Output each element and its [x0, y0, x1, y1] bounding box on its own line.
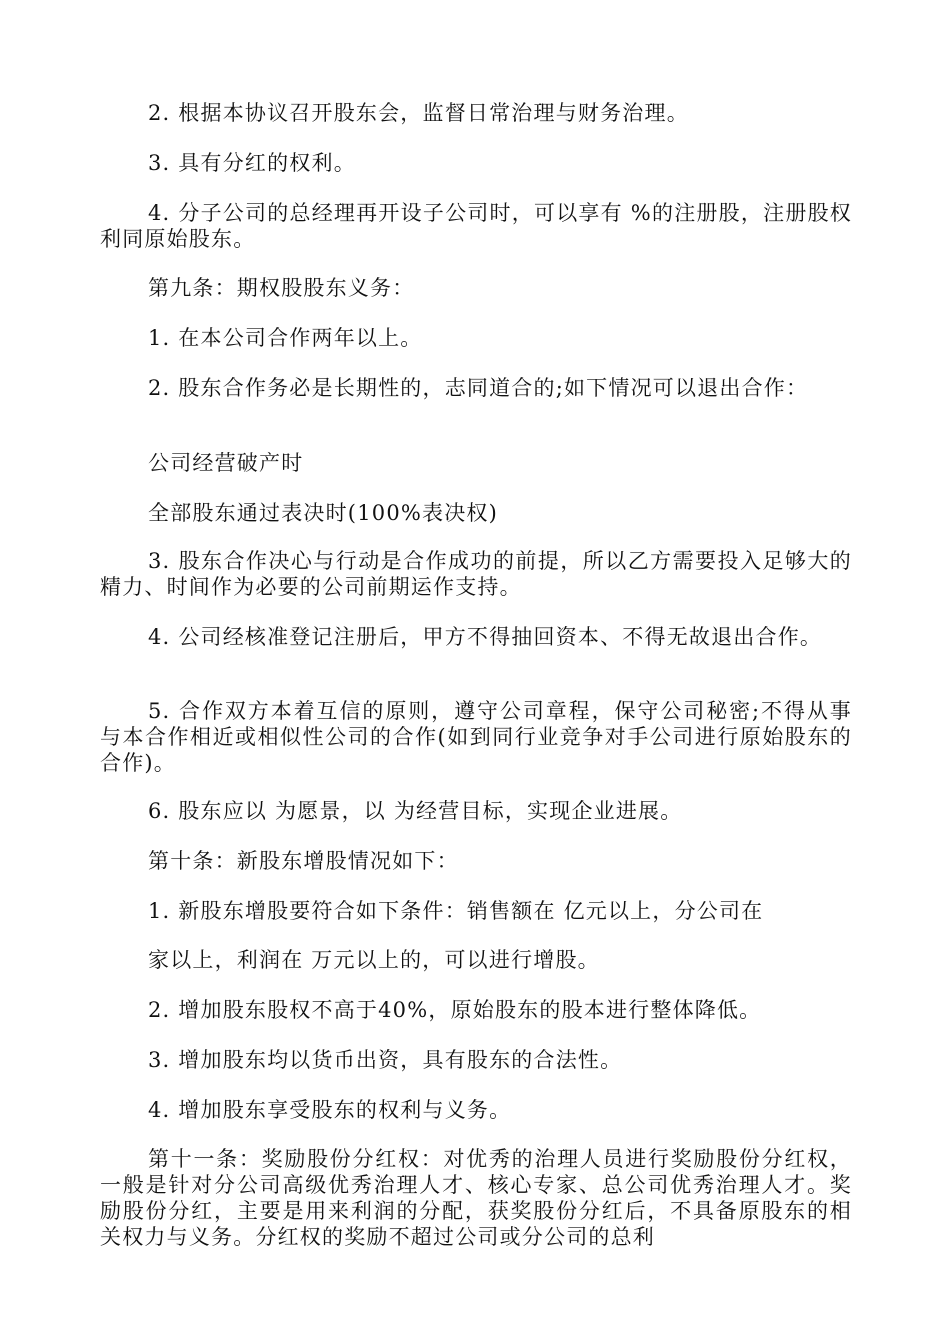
section-heading-article-9: 第九条：期权股股东义务：	[148, 276, 415, 300]
paragraph-17: 3. 增加股东均以货币出资，具有股东的合法性。	[148, 1048, 623, 1072]
paragraph-15: 家以上，利润在 万元以上的，可以进行增股。	[148, 948, 600, 972]
paragraph-18: 4. 增加股东享受股东的权利与义务。	[148, 1098, 512, 1122]
paragraph-3: 4. 分子公司的总经理再开设子公司时，可以享有 %的注册股，注册股权利同原始股东。	[100, 201, 852, 251]
paragraph-1: 2. 根据本协议召开股东会，监督日常治理与财务治理。	[148, 101, 689, 125]
section-heading-article-10: 第十条：新股东增股情况如下：	[148, 849, 459, 873]
paragraph-6: 2. 股东合作务必是长期性的，志同道合的;如下情况可以退出合作：	[148, 376, 809, 400]
paragraph-14: 1. 新股东增股要符合如下条件：销售额在 亿元以上，分公司在	[148, 899, 764, 923]
paragraph-8: 全部股东通过表决时(100%表决权)	[148, 501, 499, 525]
paragraph-9: 3. 股东合作决心与行动是合作成功的前提，所以乙方需要投入足够大的精力、时间作为必要的公司前期运作支持。	[100, 549, 852, 599]
paragraph-11: 5. 合作双方本着互信的原则，遵守公司章程，保守公司秘密;不得从事与本合作相近或相似性公司的合作(如到同行业竞争对手公司进行原始股东的合作)。	[100, 699, 852, 775]
paragraph-2: 3. 具有分红的权利。	[148, 151, 356, 175]
paragraph-5: 1. 在本公司合作两年以上。	[148, 326, 423, 350]
paragraph-16: 2. 增加股东股权不高于40%，原始股东的股本进行整体降低。	[148, 998, 762, 1022]
section-article-11: 第十一条：奖励股份分红权：对优秀的治理人员进行奖励股份分红权，一般是针对分公司高级优秀治理人才、核心专家、总公司优秀治理人才。奖励股份分红，主要是用来利润的分配，获奖股份分红后，不具备原股东的相关权力与义务。分红权的奖励不超过公司或分公司的总利	[100, 1147, 852, 1249]
paragraph-7: 公司经营破产时	[148, 451, 304, 475]
paragraph-10: 4. 公司经核准登记注册后，甲方不得抽回资本、不得无故退出合作。	[148, 625, 823, 649]
paragraph-12: 6. 股东应以 为愿景，以 为经营目标，实现企业进展。	[148, 799, 683, 823]
